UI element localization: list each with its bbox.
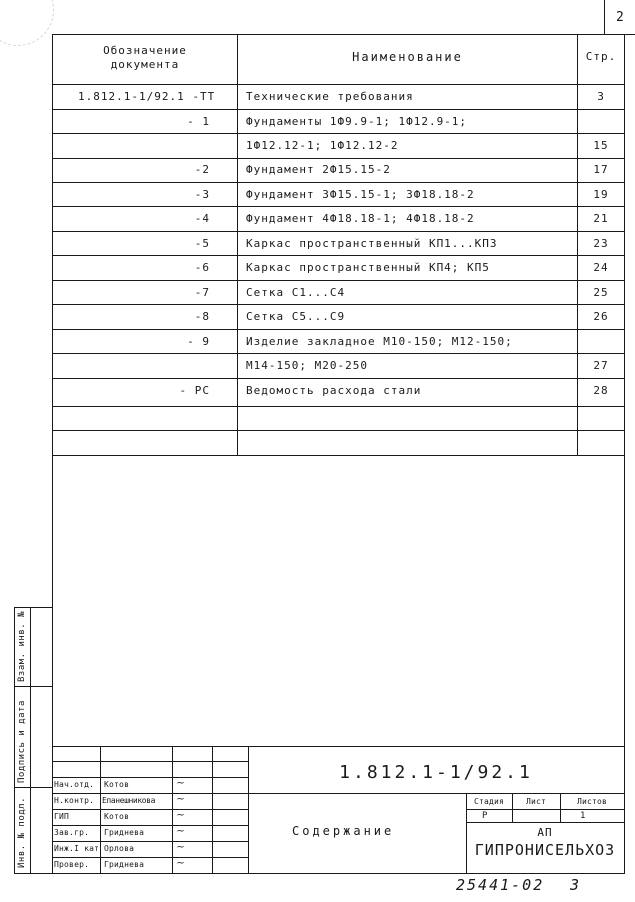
row-page: 25	[593, 286, 609, 299]
row-designation: -6	[194, 261, 210, 274]
row-designation: -3	[194, 188, 210, 201]
table-col-divider-1	[237, 34, 238, 456]
person-name: Орлова	[104, 844, 135, 853]
signature: ~	[176, 840, 186, 853]
row-name: Ведомость расхода стали	[246, 384, 422, 397]
frame-right	[624, 34, 625, 874]
row-designation: -2	[194, 163, 210, 176]
table-col-divider-2	[577, 34, 578, 456]
person-name: Котов	[104, 812, 130, 821]
row-name: Фундамент 4Ф18.18-1; 4Ф18.18-2	[246, 212, 475, 225]
row-page: 26	[593, 310, 609, 323]
row-name: Технические требования	[246, 90, 414, 103]
archive-stamp	[0, 0, 54, 46]
header-designation-l2: документа	[110, 58, 180, 71]
person-name: Гриднева	[104, 828, 145, 837]
row-designation: -8	[194, 310, 210, 323]
signature: ~	[176, 856, 186, 869]
row-name: М14-150; М20-250	[246, 359, 368, 372]
row-name: Фундамент 2Ф15.15-2	[246, 163, 391, 176]
side-strip-left	[14, 607, 15, 874]
person-name: Гриднева	[104, 860, 145, 869]
header-page: Стр.	[585, 50, 617, 63]
signature: ~	[176, 792, 186, 805]
row-page: 27	[593, 359, 609, 372]
row-page: 15	[593, 139, 609, 152]
org-code: АП	[537, 826, 553, 839]
row-name: 1Ф12.12-1; 1Ф12.12-2	[246, 139, 399, 152]
person-role: Н.контр.	[54, 796, 95, 805]
row-name: Сетка С1...С4	[246, 286, 346, 299]
side-label-podpis-data: Подпись и дата	[17, 700, 27, 783]
frame-top	[52, 34, 625, 35]
row-designation: -5	[194, 237, 210, 250]
doc-title: Содержание	[292, 824, 395, 838]
person-role: Нач.отд.	[54, 780, 95, 789]
header-name: Наименование	[352, 50, 463, 64]
doc-code: 1.812.1-1/92.1	[339, 762, 533, 783]
person-role: ГИП	[54, 812, 70, 821]
row-page: 21	[593, 212, 609, 225]
stage-label: Стадия	[473, 797, 505, 806]
person-role: Зав.гр.	[54, 828, 90, 837]
row-designation: - 1	[187, 115, 210, 128]
sheet-number-box-border	[604, 0, 605, 34]
frame-bottom	[52, 873, 625, 874]
signature: ~	[176, 824, 186, 837]
header-bottom-line	[52, 84, 625, 85]
row-page: 24	[593, 261, 609, 274]
sheet-number: 2	[616, 10, 625, 25]
row-name: Сетка С5...С9	[246, 310, 346, 323]
archive-number: 25441-02	[456, 876, 545, 894]
signature: ~	[176, 808, 186, 821]
sheet-label: Лист	[525, 797, 547, 806]
row-page: 19	[593, 188, 609, 201]
stage-value: Р	[482, 811, 488, 821]
row-designation: - 9	[187, 335, 210, 348]
person-role: Провер.	[54, 860, 90, 869]
page-number: 3	[570, 876, 581, 894]
row-page: 23	[593, 237, 609, 250]
sheet-value: 1	[580, 811, 586, 821]
org-name: ГИПРОНИСЕЛЬХОЗ	[474, 841, 616, 859]
signature: ~	[176, 776, 186, 789]
row-name: Каркас пространственный КП1...КП3	[246, 237, 498, 250]
row-name: Изделие закладное М10-150; М12-150;	[246, 335, 513, 348]
sheets-label: Листов	[576, 797, 608, 806]
row-designation: 1.812.1-1/92.1 -ТТ	[78, 90, 216, 103]
row-page: 28	[593, 384, 609, 397]
row-name: Каркас пространственный КП4; КП5	[246, 261, 490, 274]
row-designation: -7	[194, 286, 210, 299]
row-designation: -4	[194, 212, 210, 225]
person-role: Инж.I кат	[54, 844, 100, 853]
frame-left	[52, 34, 53, 874]
row-page: 3	[597, 90, 605, 103]
person-name: Котов	[104, 780, 130, 789]
side-label-inv-podl: Инв. № подл.	[17, 796, 27, 868]
row-name: Фундаменты 1Ф9.9-1; 1Ф12.9-1;	[246, 115, 468, 128]
row-designation: - РС	[179, 384, 210, 397]
person-name: Епанешникова	[102, 796, 155, 805]
row-name: Фундамент 3Ф15.15-1; 3Ф18.18-2	[246, 188, 475, 201]
side-label-vzam-inv: Взам. инв. №	[17, 610, 27, 682]
row-page: 17	[593, 163, 609, 176]
header-designation-l1: Обозначение	[103, 44, 187, 57]
